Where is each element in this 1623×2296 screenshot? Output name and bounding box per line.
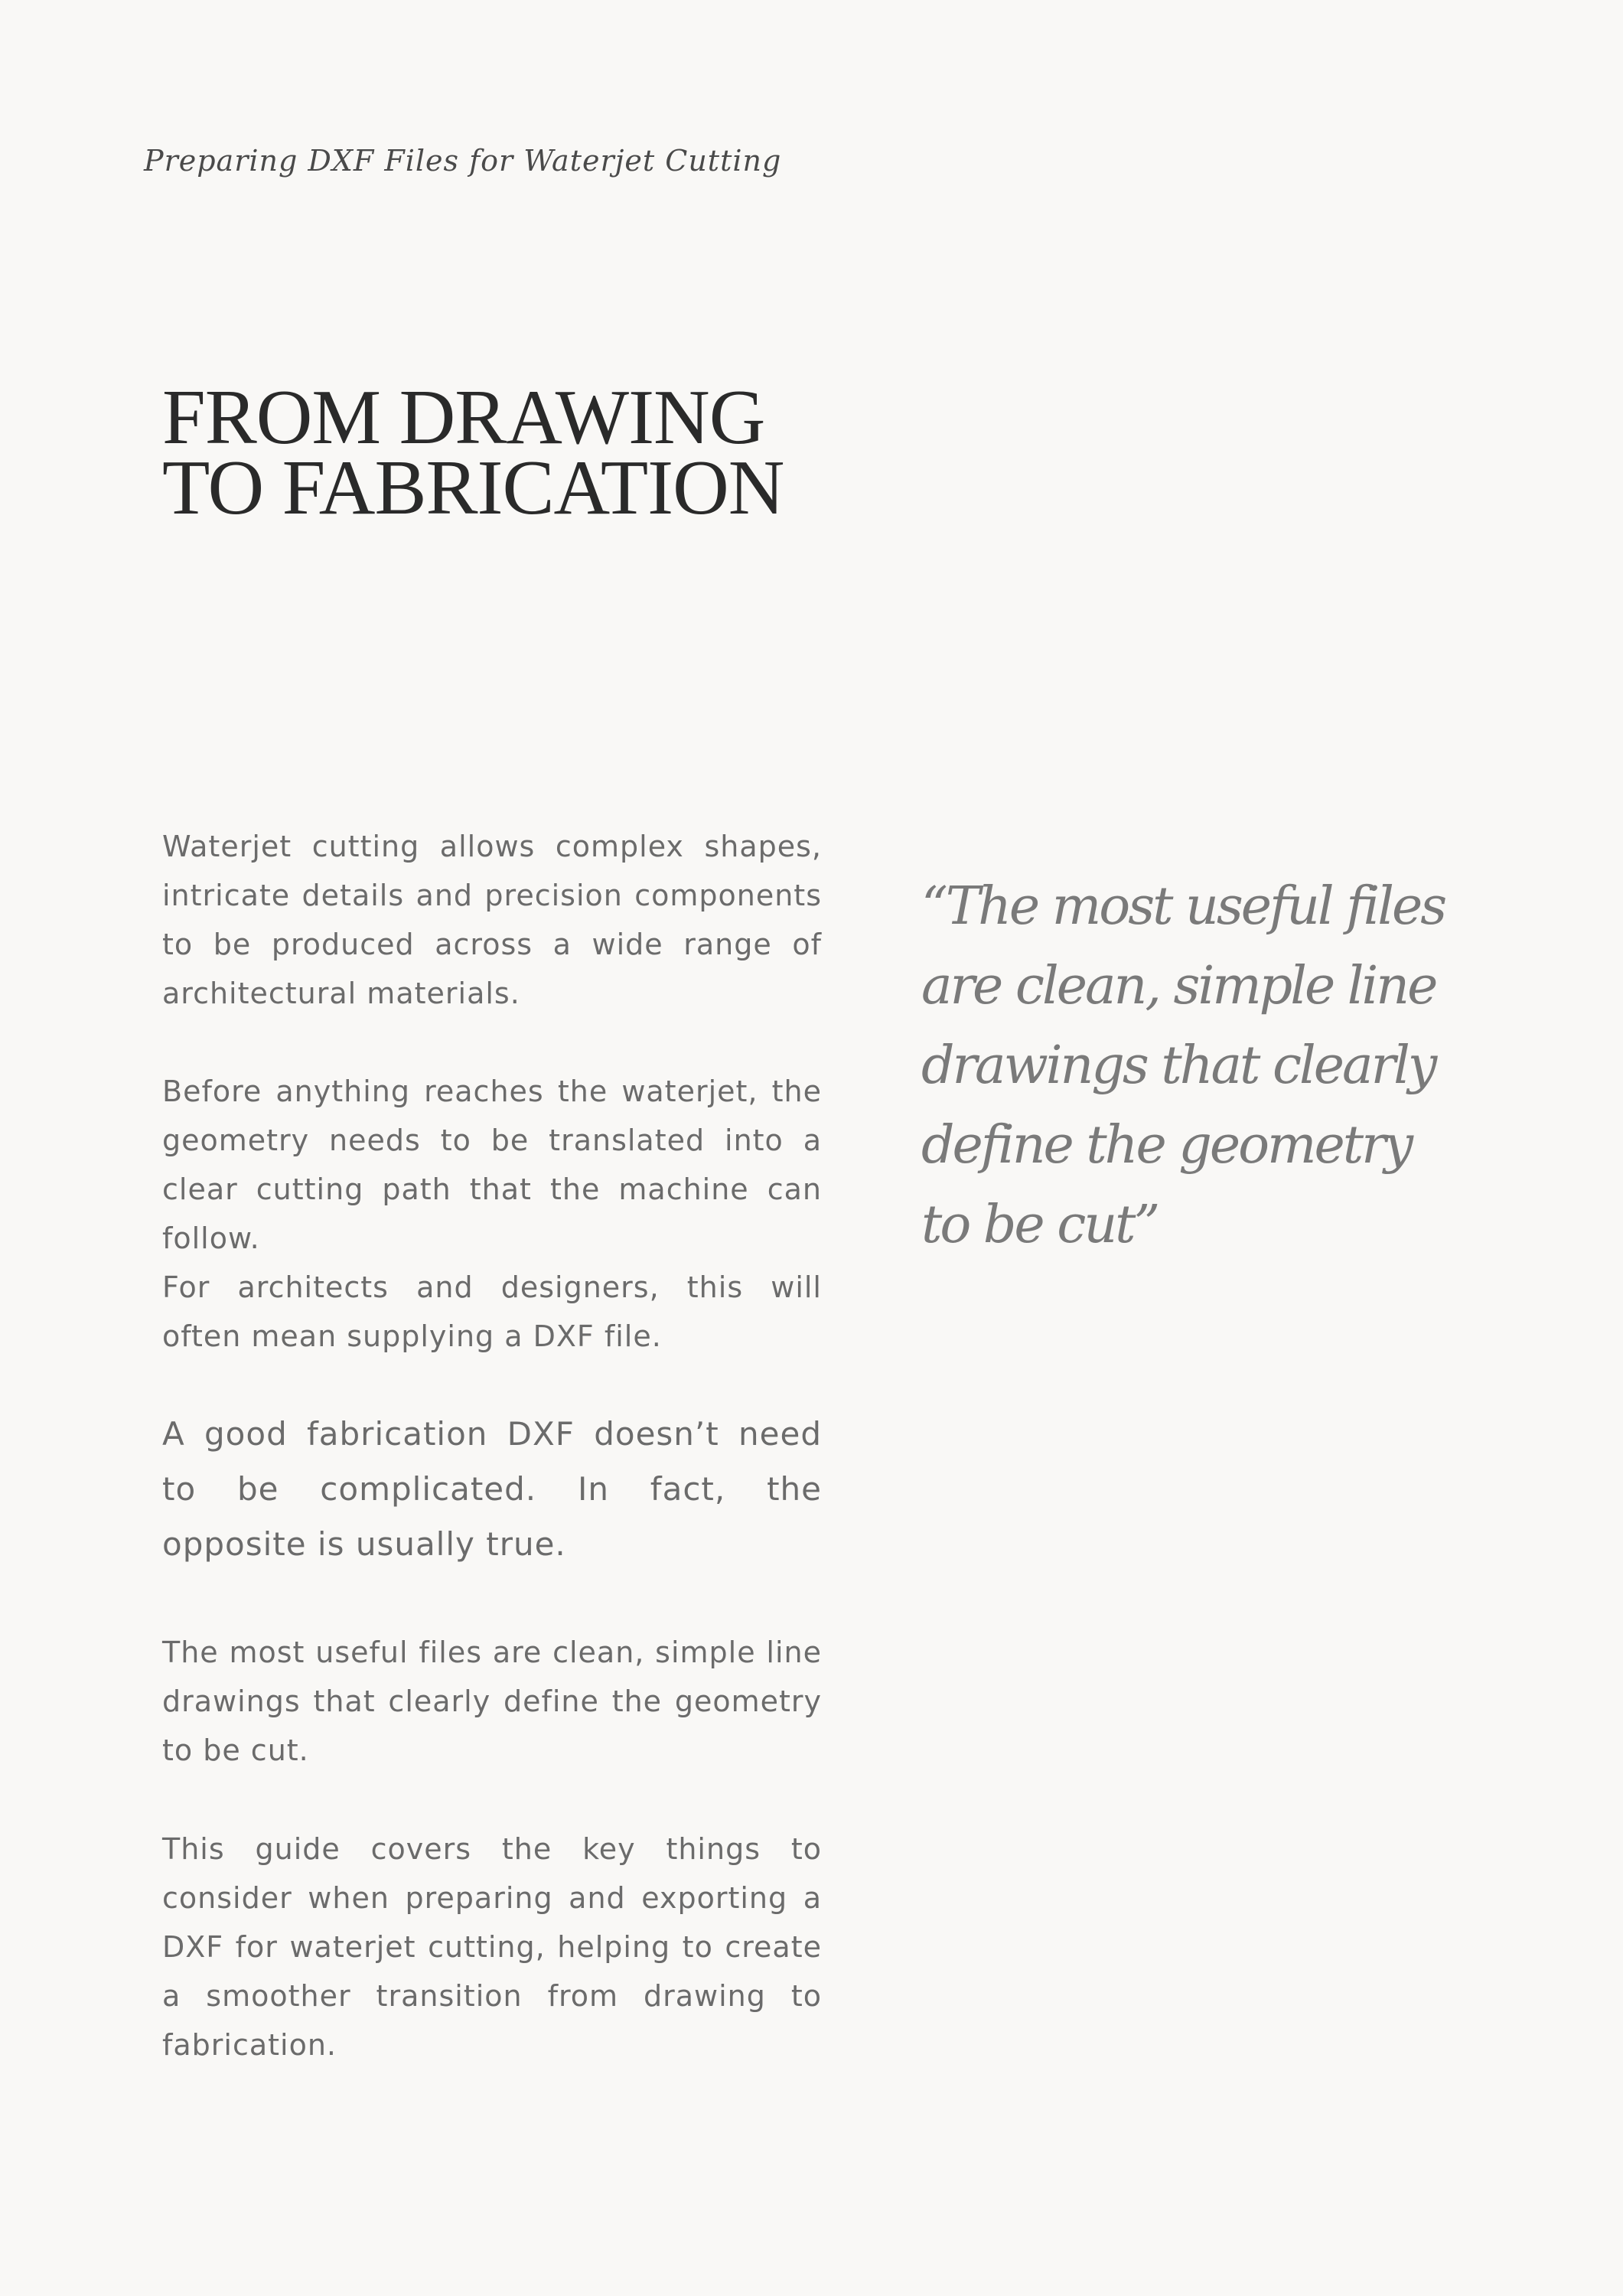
body-paragraph-6: This guide covers the key things to consider when preparing and exporting a DXF for waterjet cutting, helping to create a smoother transition from drawing to fabrication. — [162, 1832, 822, 2062]
pull-quote: “The most useful files are clean, simple line drawings that clearly define the geometry to be cut” — [921, 876, 1445, 1255]
page-title-line-1: FROM DRAWING — [162, 374, 765, 461]
page-title-line-2: TO FABRICATION — [162, 445, 784, 531]
body-paragraph-4: A good fabrication DXF doesn’t need to be complicated. In fact, the opposite is usually true. — [162, 1415, 822, 1563]
page-title — [162, 374, 784, 531]
body-paragraph-5: The most useful files are clean, simple line drawings that clearly define the geometry to be cut. — [162, 1636, 822, 1767]
body-paragraph-1: Waterjet cutting allows complex shapes, intricate details and precision components to be produced across a wide range of architectural materials. — [162, 830, 822, 1010]
body-paragraph-2: Before anything reaches the waterjet, the geometry needs to be translated into a clear cutting path that the machine can follow. — [162, 1075, 822, 1255]
body-paragraph-3: For architects and designers, this will often mean supplying a DXF file. — [162, 1270, 822, 1353]
running-title: Preparing DXF Files for Waterjet Cutting — [144, 144, 782, 178]
